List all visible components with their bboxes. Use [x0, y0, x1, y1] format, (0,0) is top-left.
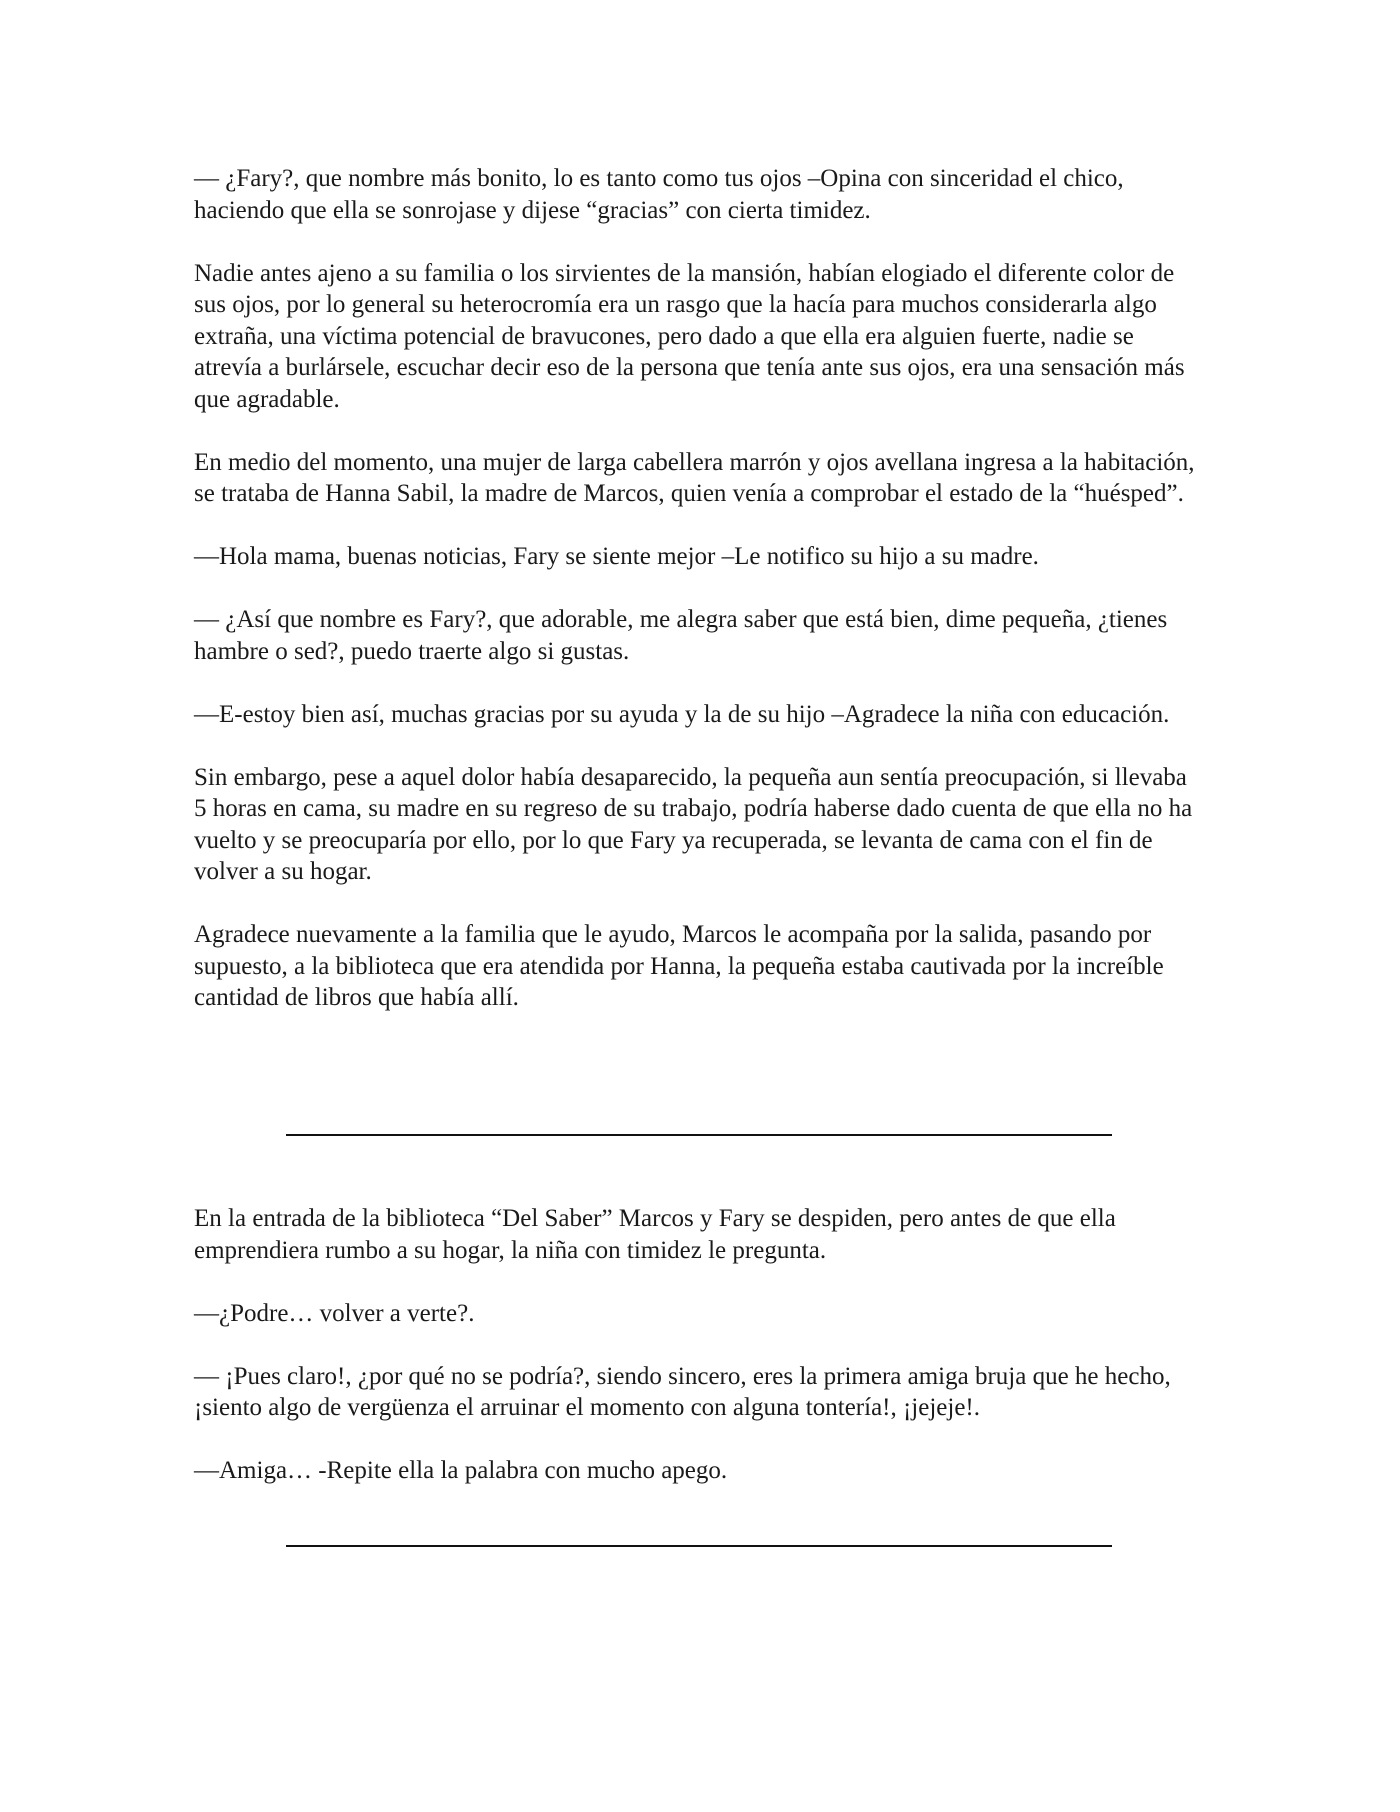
- paragraph: — ¡Pues claro!, ¿por qué no se podría?, siendo sincero, eres la primera amiga bruja que he hecho, ¡siento algo de vergüenza el arruinar el momento con alguna tontería!, ¡jejeje!.: [194, 1362, 1171, 1421]
- paragraph: Nadie antes ajeno a su familia o los sirvientes de la mansión, habían elogiado el diferente color de sus ojos, por lo general su heterocromía era un rasgo que la hacía para muchos considerarla algo extraña, una víctima potencial de bravucones, pero dado a que ella era alguien fuerte, nadie se atrevía a burlársele, escuchar decir eso de la persona que tenía ante sus ojos, era una sensación más que agradable.: [194, 259, 1185, 413]
- paragraph: En medio del momento, una mujer de larga cabellera marrón y ojos avellana ingresa a la habitación, se trataba de Hanna Sabil, la madre de Marcos, quien venía a comprobar el estado de la “huésped”.: [194, 448, 1195, 507]
- paragraph: — ¿Así que nombre es Fary?, que adorable, me alegra saber que está bien, dime pequeña, ¿tienes hambre o sed?, puedo traerte algo si gustas.: [194, 606, 1168, 665]
- section-divider: [286, 1545, 1112, 1547]
- section-2: [194, 1203, 1204, 1518]
- paragraph: —E-estoy bien así, muchas gracias por su ayuda y la de su hijo –Agradece la niña con educación.: [194, 700, 1170, 728]
- paragraph: Agradece nuevamente a la familia que le ayudo, Marcos le acompaña por la salida, pasando por supuesto, a la biblioteca que era atendida por Hanna, la pequeña estaba cautivada por la increíble cantidad de libros que había allí.: [194, 921, 1164, 1011]
- paragraph: Sin embargo, pese a aquel dolor había desaparecido, la pequeña aun sentía preocupación, si llevaba 5 horas en cama, su madre en su regreso de su trabajo, podría haberse dado cuenta de que ella no ha vuelto y se preocuparía por ello, por lo que Fary ya recuperada, se levanta de cama con el fin de volver a su hogar.: [194, 763, 1193, 885]
- paragraph: En la entrada de la biblioteca “Del Saber” Marcos y Fary se despiden, pero antes de que ella emprendiera rumbo a su hogar, la niña con timidez le pregunta.: [194, 1205, 1116, 1264]
- paragraph: —Amiga… -Repite ella la palabra con mucho apego.: [194, 1457, 728, 1484]
- paragraph: —Hola mama, buenas noticias, Fary se siente mejor –Le notifico su hijo a su madre.: [194, 543, 1039, 570]
- section-divider: [286, 1134, 1112, 1136]
- paragraph: —¿Podre… volver a verte?.: [194, 1299, 475, 1327]
- section-1: [194, 163, 1204, 1045]
- paragraph: — ¿Fary?, que nombre más bonito, lo es tanto como tus ojos –Opina con sinceridad el chico, haciendo que ella se sonrojase y dijese “gracias” con cierta timidez.: [194, 165, 1124, 224]
